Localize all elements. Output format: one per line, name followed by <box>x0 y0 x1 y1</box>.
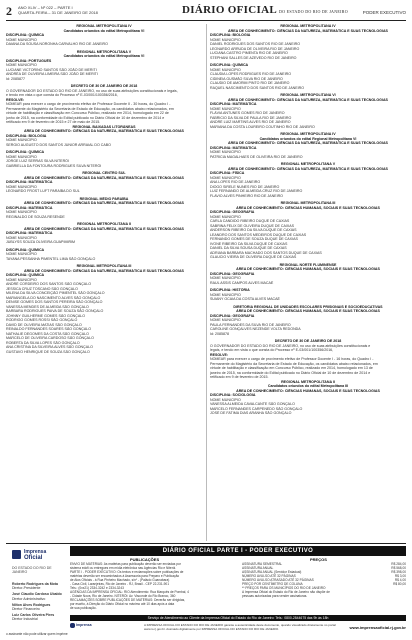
text-line: FLAVIO ALVES PINHEIRO RIO DE JANEIRO <box>210 193 283 198</box>
member-name: José Claudio Cardoso Ubaldo <box>12 592 62 597</box>
text-line: NOME MUNICÍPIO <box>210 106 241 111</box>
text-line: JORGE LUIZ SERRAS SILVA NITERÓI <box>6 159 69 163</box>
text-line: IVONE RIBEIRO DA SILVA DUQUE DE CAXIAS <box>210 241 288 246</box>
bottom-note: o assinante não pode utilizar quem imprime <box>6 632 68 636</box>
text-line: NOMEAR para exercer o cargo de provimento efetivo de Professor Docente II - 30 horas, do Quadro I - <box>6 102 171 106</box>
section-heading: RESOLVE: <box>210 352 229 357</box>
text-line: CLAUDIA LOPES RODRIGUES RIO DE JANEIRO <box>210 72 292 76</box>
section-heading: ÁREA DE CONHECIMENTO: CIÊNCIAS DA NATUREZA, MATEMÁTICA E SUAS TECNOLOGIAS <box>24 201 184 205</box>
column-divider <box>206 24 207 541</box>
text-line: Permanente do Magistério da Secretaria de Estado de Educação, os candidatos abaixo relacionados, em <box>210 361 378 366</box>
publications-text <box>70 562 230 610</box>
text-line: NOME MUNICÍPIO <box>6 184 37 189</box>
text-line: junho de 2015, na conformidade do Edital publicado no Diário Oficial de 10 de dezembro de 2014 e <box>6 115 165 120</box>
section-heading: ÁREA DE CONHECIMENTO: CIÊNCIAS DA NATUREZA, MATEMÁTICA E SUAS TECNOLOGIAS <box>24 226 184 231</box>
text-line: NOME MUNICÍPIO <box>210 67 241 72</box>
text-line: NOME MUNICÍPIO <box>6 37 37 42</box>
text-line: CARLA CANDIDO RIBEIRO DUQUE DE CAXIAS <box>210 219 290 223</box>
publication-line: ENVIO DE MATÉRIAS: As matérias para publicação deverão ser enviadas por <box>70 562 181 566</box>
text-line: DENISE GOMES DOS SANTOS PEREIRA SÃO GONÇALO <box>6 300 103 304</box>
text-line: REINALDO FERNANDES SOARES SÃO GONÇALO <box>6 327 92 331</box>
section-heading: DISCIPLINA: GEOGRAFIA <box>210 271 255 276</box>
section-heading: DECRETO DE 30 DE JANEIRO DE 2018 <box>274 339 342 343</box>
section-heading: REGIONAL METROPOLITANA V <box>76 49 132 54</box>
board-member <box>12 592 64 600</box>
text-line: O GOVERNADOR DO ESTADO DO RIO DE JANEIRO, no uso de suas atribuições constitucionais e <box>210 343 371 348</box>
text-line: FABRICIO DA SILVA DE PAULA RIO DE JANEIRO <box>210 115 292 120</box>
section-heading: REGIONAL MÉDIO PARAÍBA <box>79 196 129 201</box>
section-heading: REGIONAL METROPOLITANA IV <box>280 132 336 136</box>
imprensa-oficial-mark-icon <box>12 550 21 559</box>
text-line: NOME MUNICÍPIO <box>6 252 37 256</box>
publication-line: - Cidade Nova, Rio de Janeiro. NITERÓI: Av. Visconde do Rio Branco, 360 <box>70 594 176 598</box>
text-line: NOME MUNICÍPIO <box>6 210 37 214</box>
text-line: VANESSA MENDES DE ALMEIDA SÃO GONÇALO <box>6 304 89 309</box>
text-line: DAIANA DA SOUSA NORONHA CARVALHO RIO DE JANEIRO <box>6 42 108 46</box>
publication-footer <box>6 543 406 636</box>
text-line: ANA CRISTINA DA SILVEIRA ALVES SÃO GONÇALO <box>6 345 93 349</box>
section-heading: DISCIPLINA: BIOLOGIA <box>210 33 251 37</box>
text-line: GUSTAVO HENRIQUE DE SOUZA SÃO GONÇALO <box>6 349 90 354</box>
text-line: LUIZ FERNANDO DE ALMEIDA CRUZ RIO DE JANEIRO <box>210 189 303 193</box>
text-line: DANIEL RODRIGUES DOS SANTOS RIO DE JANEIRO <box>210 42 301 46</box>
section-heading: ÁREA DE CONHECIMENTO: CIÊNCIAS DA NATUREZA, MATEMÁTICA E SUAS TECNOLOGIAS <box>228 97 388 102</box>
member-name: Luiz Carlos Oliveira Pires <box>12 613 55 618</box>
text-line: NOME MUNICÍPIO <box>210 150 241 154</box>
section-heading: DISCIPLINA: QUÍMICA <box>6 150 45 154</box>
section-label: PODER EXECUTIVO <box>362 10 406 15</box>
price-label: PREÇO POR CENTÍMETRO DE COLUNA <box>242 582 303 586</box>
text-line: GLAUCIO VIEIRA DE OLIVEIRA DUQUE DE CAXIAS <box>210 255 297 259</box>
section-heading: DISCIPLINA: MATEMÁTICA <box>6 205 53 210</box>
newspaper-page <box>6 4 406 636</box>
text-line: MARCELO DE OLIVEIRA CARDOSO SÃO GONÇALO <box>6 336 94 340</box>
text-line: LEONARDO ARRUDA DE OLIVEIRA RIO DE JANEIRO <box>210 46 300 51</box>
price-label: A Imprensa Oficial do Estado do Rio de Janeiro não dispõe de <box>242 590 330 594</box>
section-heading: DISCIPLINA: PORTUGUÊS <box>6 58 52 63</box>
text-line: PATRICIA MAGALHAES DE OLIVEIRA RIO DE JANEIRO <box>210 154 303 159</box>
price-label: ASSINATURA ANUAL (Servidor Estadual) <box>242 570 302 574</box>
price-label: ASSINATURA SEMESTRAL <box>242 562 283 566</box>
text-line: e tendo em vista o que consta do Processo nº E-03/001/100356/2016, <box>6 93 118 97</box>
text-line: janeiro de 2015, na conformidade do Edital publicado no Diário Oficial de 10 de dezembro de 2014 e <box>210 370 371 375</box>
publication-line: Tels.: (0xx21) 2334-3242 e 2334-3243 <box>70 586 124 590</box>
text-line: NATHALIE DEGOMES DA COSTA SÃO GONÇALO <box>6 331 89 336</box>
section-heading: ÁREA DE CONHECIMENTO: CIÊNCIAS DA NATUREZA, MATEMÁTICA E SUAS TECNOLOGIAS <box>24 175 184 180</box>
text-line: CAROLINE GONÇALVES NEZENDE VOLTA REDONDA <box>210 327 301 331</box>
text-line: VANESSA ALMEIDA CAVALCANTE SÃO GONÇALO <box>210 402 295 406</box>
section-heading: DISCIPLINA: MATEMÁTICA <box>6 231 53 235</box>
member-role: Diretor Administrativo <box>12 596 46 601</box>
section-heading: DISCIPLINA: QUÍMICA <box>210 63 249 67</box>
section-heading: DIRETORIA REGIONAL DE UNIDADES ESCOLARES PRISIONAIS E SOCIOEDUCATIVAS <box>233 304 383 309</box>
section-heading: ÁREA DE CONHECIMENTO: CIÊNCIAS DA NATUREZA, MATEMÁTICA E SUAS TECNOLOGIAS <box>24 268 184 273</box>
text-line: DANIEL DA SILVA SOUSA DUQUE DE CAXIAS <box>210 246 287 250</box>
publication-line: AGÊNCIAS DA IMPRENSA OFICIAL: RIO Atendimento: Rua Marquês de Pombal, 4 <box>70 590 189 594</box>
price-label: ASSINATURA ANUAL <box>242 566 274 570</box>
text-line: ANDRÉ LUIZ MARTINS ALVES RIO DE JANEIRO <box>210 120 291 124</box>
right-text-column <box>210 24 406 541</box>
price-value: R$ 284,00 <box>391 562 406 566</box>
section-heading: Candidatos oriundos do edital Regional Metropolitana VI <box>259 136 357 141</box>
text-line: ANDERSON RIBEIRO DA SILVA DUQUE DE CAXIAS <box>210 228 297 232</box>
text-line: GABRIELLA DA FONTOURA RODRIGUES SILVA NITERÓI <box>6 163 102 168</box>
section-heading: DISCIPLINA: MATEMÁTICA <box>210 102 257 106</box>
section-heading: REGIONAL METROPOLITANA II <box>281 379 335 384</box>
publication-info <box>70 546 406 636</box>
section-heading: REGIONAL METROPOLITANA IV <box>280 24 336 28</box>
section-heading: DISCIPLINA: BIOLOGIA <box>6 133 47 138</box>
section-heading: REGIONAL METROPOLITANA VI <box>280 93 336 97</box>
text-line: PAULA FERNANDES DA SILVA RIO DE JANEIRO <box>210 322 291 327</box>
text-line: SUIANY OCAIA DA COSTA ALVES MACAÉ <box>210 297 280 301</box>
board-member <box>12 603 64 611</box>
text-line: NOME MUNICÍPIO <box>210 292 241 297</box>
section-heading: REGIONAL NORTE FLUMINENSE <box>279 262 337 267</box>
text-line: JOHNNY GUILHERME GOMES SÃO GONÇALO <box>6 313 86 318</box>
text-line: CIDINEIA GUSMÃO SILVA RIO DE JANEIRO <box>210 76 283 81</box>
text-line: CLAUDIO DE AMORIM PINTO RIO DE JANEIRO <box>210 81 290 85</box>
text-line: JESSICA CRUZ TOSCANO SÃO GONÇALO <box>6 286 78 291</box>
imprensa-oficial-logo <box>12 550 62 580</box>
text-line: SERGIO AUGUSTO DOS SANTOS JUNIOR ARRAIAL DO CABO <box>6 142 111 147</box>
price-label: ** PREÇOS PARA OS MUNICÍPIOS DO RIO DE JANEIRO <box>242 586 326 590</box>
page-number: 2 <box>6 4 12 18</box>
price-label: NÚMERO AVULSO ATÉ 32 PÁGINAS <box>242 574 296 578</box>
footer-sidebar <box>6 546 66 636</box>
issue-line-1: ANO XLIV – Nº 022 – PARTE I <box>18 5 73 10</box>
text-line: Id: 2085878 <box>210 331 229 336</box>
text-line: virtude de habilitação e classificação em Concurso Público, realizado em 2014, homologado em 22 de <box>6 111 169 115</box>
text-line: RAQUEL NASCIMENTO DOS SANTOS RIO DE JANEIRO <box>210 85 304 90</box>
price-value: R$ 3,00 <box>394 574 406 578</box>
section-heading: Candidatos oriundos do edital Metropolitana III <box>267 384 349 388</box>
text-line: RODRIGO GOMES ROSSI SÃO GONÇALO <box>6 318 78 322</box>
section-heading: REGIONAL CENTRO SUL <box>82 171 126 175</box>
publication-line: matérias deverão ser encaminhados à Assessoria para Preparo e Publicação <box>70 574 180 578</box>
member-role: Diretor Financeiro <box>12 607 40 612</box>
section-heading: REGIONAL METROPOLITANA III <box>76 264 132 268</box>
imprensa-small-mark-icon <box>70 623 75 628</box>
price-value: R$ 398,00 <box>391 570 406 574</box>
text-line: NOME MUNICÍPIO <box>6 63 37 67</box>
service-bar: Serviço de Atendimento ao Cliente da Imprensa Oficial do Estado do Rio de Janeiro: Tels.: 0800-2844675 das 9h às 18h <box>70 615 406 621</box>
text-line: NOME MUNICÍPIO <box>210 397 241 402</box>
section-heading: DISCIPLINA: QUÍMICA <box>6 247 45 252</box>
text-line: Id: 2085877 <box>6 76 25 81</box>
text-line: MARIANA DA COSTA LOUREIRO COUTINHO RIO DE JANEIRO <box>210 124 315 129</box>
text-line: NOME MUNICÍPIO <box>210 276 241 280</box>
text-line: legais, e tendo em vista o que consta do Processo nº E-03/001/100356/2016, <box>210 348 334 352</box>
text-line: SABRINA FELIX DE OLIVEIRA DUQUE DE CAXIAS <box>210 223 295 228</box>
text-line: retificado em 9 de fevereiro de 2015. <box>210 375 269 379</box>
publication-line: - Casa Civil, Laranjeiras, Rio de Janeiro - RJ, Brasil - CEP 22.231-901 <box>70 582 169 586</box>
text-line: MILENA DA SILVA CONCEIÇÃO PIMENTEL SÃO GONÇALO <box>6 291 105 295</box>
issue-info <box>18 5 98 15</box>
text-line: MARCELO FERNANDES CARPENEDO SÃO GONÇALO <box>210 406 303 411</box>
price-value: R$ 568,00 <box>391 566 406 570</box>
section-heading: REGIONAL BAIXADAS LITORÂNEAS <box>72 124 136 129</box>
text-line: BARBARA RODRIGUES PAIVA DE SOUZA SÃO GONÇALO <box>6 309 104 313</box>
section-heading: DISCIPLINA: MATEMÁTICA <box>6 180 53 184</box>
text-line: FERNANDO GOMES DE SOUZA DUQUE DE CAXIAS <box>210 237 298 241</box>
section-heading: REGIONAL METROPOLITANA V <box>280 162 336 166</box>
text-line: NOME MUNICÍPIO <box>6 277 37 282</box>
section-heading: DISCIPLINA: HISTÓRIA <box>210 288 250 292</box>
text-line: NOME MUNICÍPIO <box>6 138 37 142</box>
prices-heading: PREÇOS <box>310 557 327 562</box>
page-header <box>6 4 406 21</box>
section-heading: RESOLVE: <box>6 97 25 102</box>
section-heading: ÁREA DE CONHECIMENTO: CIÊNCIAS HUMANAS, SOCIAIS E SUAS TECNOLOGIAS <box>236 205 380 210</box>
text-line: REGINALDO DE SOUZA RESENDE <box>6 214 65 219</box>
section-heading: ÁREA DE CONHECIMENTO: CIÊNCIAS DA NATUREZA, MATEMÁTICA E SUAS TECNOLOGIAS <box>228 141 388 145</box>
section-heading: ÁREA DE CONHECIMENTO: CIÊNCIAS DA NATUREZA, MATEMÁTICA E SUAS TECNOLOGIAS <box>24 129 184 133</box>
masthead-subtitle: DO ESTADO DO RIO DE JANEIRO <box>278 9 348 14</box>
text-line: JOSÉ DE FATIMA DIAS ARANHA SÃO GONÇALO <box>210 411 292 415</box>
section-heading: DECRETO DE 30 DE JANEIRO DE 2018 <box>70 84 138 88</box>
text-line: Permanente do Magistério da Secretaria de Estado de Educação, os candidatos abaixo relacionados, em <box>6 106 174 111</box>
text-line: NOME MUNICÍPIO <box>210 37 241 42</box>
section-heading: REGIONAL METROPOLITANA IV <box>76 24 132 28</box>
text-line: NOME MUNICÍPIO <box>210 175 241 180</box>
text-line: RAUL ASSIS CAMPOS ALVES MACAÉ <box>210 280 274 285</box>
text-line: NOMEAR para exercer o cargo de provimento efetivo de Professor Docente I - 16 horas, do Quadro I - <box>210 357 374 361</box>
text-line: STEPHANI SALLES DE AZEVEDO RIO DE JANEIRO <box>210 55 297 60</box>
section-heading: ÁREA DE CONHECIMENTO: CIÊNCIAS DA NATUREZA, MATEMÁTICA E SUAS TECNOLOGIAS <box>228 28 388 33</box>
text-line: ANA LOPES RIO DE JANEIRO <box>210 180 261 184</box>
issue-line-2: QUARTA-FEIRA – 31 DE JANEIRO DE 2018 <box>18 10 98 15</box>
text-line: O GOVERNADOR DO ESTADO DO RIO DE JANEIRO, no uso de suas atribuições constitucionais e legais, <box>6 88 178 93</box>
section-heading: ÁREA DE CONHECIMENTO: CIÊNCIAS HUMANAS, SOCIAIS E SUAS TECNOLOGIAS <box>236 309 380 313</box>
text-line: LEONARDO FROST LUFT PARAÍBA DO SUL <box>6 189 80 193</box>
section-heading: REGIONAL METROPOLITANA II <box>77 222 131 226</box>
text-line: retificado em 9 de fevereiro de 2015 e 27 de maio de 2015. <box>6 120 101 124</box>
brand-line-2: Oficial <box>24 555 43 561</box>
text-line: LUCIANA CASTRO PIMENTA RIO DE JANEIRO <box>210 51 288 55</box>
imprensa-small-logo <box>70 623 92 635</box>
text-line: ANDRÉA DE OLIVEIRA LIMEIRA SÃO JOÃO DE MERITI <box>6 72 98 76</box>
price-label: NÚMERO AVULSO ATRASADO ATÉ 32 PÁGINAS <box>242 578 314 582</box>
masthead-logo <box>182 4 348 16</box>
publication-line: PARTE I - PODER EXECUTIVO: Os textos e reclamações sobre publicações de <box>70 570 184 574</box>
price-label: pessoas autorizadas para vender assinaturas. <box>242 594 308 598</box>
publication-line: de Atos Oficiais - à Rua Pinheiro Machado, s/nº - (Palácio Guanabara) <box>70 578 170 582</box>
section-heading: REGIONAL METROPOLITANA III <box>280 201 336 205</box>
section-heading: DISCIPLINA: QUÍMICA <box>6 33 45 37</box>
publication-line: por escrito, à Direção do Diário Oficial no máximo até 10 dias após a data <box>70 602 175 606</box>
section-heading: DISCIPLINA: SOCIOLOGIA <box>210 393 256 397</box>
text-line: ADRIANA BARBARA MACHADO DOS SANTOS DUQUE DE CAXIAS <box>210 250 322 255</box>
footer-logos <box>70 623 406 635</box>
section-heading: ÁREA DE CONHECIMENTO: CIÊNCIAS DA NATUREZA, MATEMÁTICA E SUAS TECNOLOGIAS <box>228 166 388 171</box>
member-name: Nilton Alves Rodrigues <box>12 602 51 607</box>
left-text-column <box>6 24 202 541</box>
price-row <box>242 594 406 598</box>
price-value: R$ 80,00 <box>393 582 406 586</box>
text-line: NOME MUNICÍPIO <box>210 214 241 219</box>
price-value: R$ 4,00 <box>394 578 406 582</box>
section-heading: Candidatos oriundos do edital Metropolitana VI <box>63 28 145 33</box>
text-line: LUCIANE VICTORINO SANTOS SÃO JOÃO DE MERITI <box>6 67 97 72</box>
website-link[interactable]: www.imprensaoficial.rj.gov.br <box>349 625 406 630</box>
text-line: ROBERTA DA SILVA LOPES SÃO GONÇALO <box>6 340 80 345</box>
board-member <box>12 582 64 590</box>
section-heading: Candidatos oriundos do edital Metropolitana VI <box>63 54 145 58</box>
brand-line-3: DO ESTADO DO RIO DE JANEIRO <box>12 566 52 574</box>
publications-heading: PUBLICAÇÕES <box>130 557 160 562</box>
board-member <box>12 613 64 621</box>
section-heading: DISCIPLINA: GEOGRAFIA <box>210 210 255 214</box>
publication-line: sistema edofi ou entregues em mídia eletrônica nas Agências Rio e Niterói. <box>70 566 177 570</box>
text-line: NOME MUNICÍPIO <box>6 154 37 159</box>
publication-line: de sua publicação. <box>70 606 97 610</box>
text-line: DIOGO SIRELE NUNES RIO DE JANEIRO <box>210 184 280 189</box>
text-line: NOME MUNICÍPIO <box>210 318 241 322</box>
member-role: Diretor Industrial <box>12 617 38 622</box>
section-heading: DISCIPLINA: FÍSICA <box>210 171 245 175</box>
section-heading: DISCIPLINA: MATEMÁTICA <box>210 145 257 150</box>
section-heading: DISCIPLINA: GEOGRAFIA <box>210 313 255 318</box>
authenticity-note: A IMPRENSA OFICIAL DO ESTADO DO RIO DE JANEIRO garante a autenticidade deste documento, quando visualizado diretamente no portal www.io.rj.gov.br. Assinado digitalmente por IMPRENSA OFICIAL DO ESTADO DO RIO DE JANEIRO. <box>144 623 336 631</box>
imprensa-small-text: Imprensa <box>76 623 92 627</box>
board-list <box>12 582 64 624</box>
text-line: virtude de habilitação e classificação em Concurso Público, realizado em 2014, homologado em 13 de <box>210 366 373 370</box>
text-line: TAYANA PESSANHA PIMENTEL LIMA SÃO GONÇALO <box>6 256 96 261</box>
member-name: Roberto Rodrigues da Mota <box>12 582 58 586</box>
text-line: JUBLYSS SOUZA OLIVEIRA GUAPIMIRIM <box>6 240 76 244</box>
text-line: FLÁVIA ANTUNES GOMES RIO DE JANEIRO <box>210 111 285 115</box>
parte-i-title: DIÁRIO OFICIAL PARTE I - PODER EXECUTIVO <box>70 546 406 556</box>
brand-line-1: Imprensa <box>24 549 47 555</box>
section-heading: ÁREA DE CONHECIMENTO: CIÊNCIAS HUMANAS, SOCIAIS E SUAS TECNOLOGIAS <box>236 267 380 271</box>
section-heading: ÁREA DE CONHECIMENTO: CIÊNCIAS HUMANAS, SOCIAIS E SUAS TECNOLOGIAS <box>236 388 380 393</box>
text-line: ANDRÉ CORDEIRO DOS SANTOS SÃO GONÇALO <box>6 282 92 286</box>
text-line: LEANDRO DOS SANTOS MEDEIROS DUQUE DE CAXIAS <box>210 232 307 237</box>
text-line: DAVID DE OLIVEIRA MATIAS SÃO GONÇALO <box>6 322 82 327</box>
text-line: NOME MUNICÍPIO <box>6 235 37 240</box>
prices-table <box>242 562 406 598</box>
section-heading: DISCIPLINA: QUÍMICA <box>6 273 45 277</box>
publication-line: RECLAMAÇÕES SOBRE PUBLICAÇÕES DE MATÉRIAS: Deverão ser dirigidas, <box>70 598 186 602</box>
text-line: MARIANGELA DO NASCIMENTO ALVES SÃO GONÇALO <box>6 295 101 300</box>
masthead-title: DIÁRIO OFICIAL <box>182 4 277 16</box>
member-role: Diretor-Presidente <box>12 586 41 591</box>
